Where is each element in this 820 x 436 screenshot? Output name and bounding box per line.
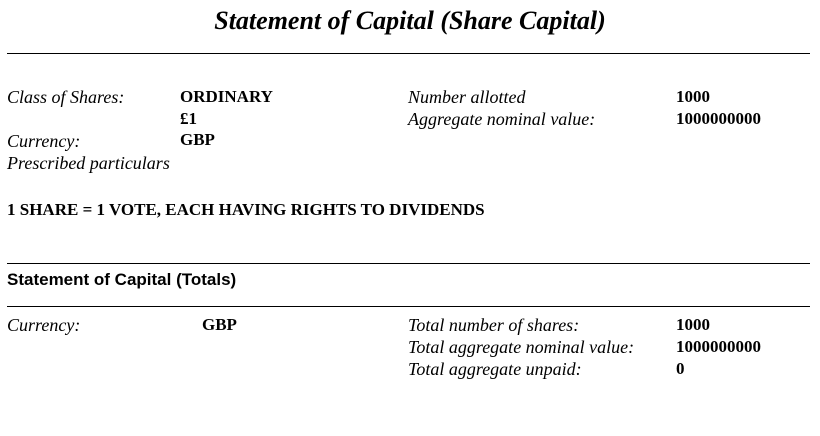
prescribed-particulars-label: Prescribed particulars [7, 153, 170, 173]
aggregate-nominal-value: 1000000000 [676, 109, 761, 128]
totals-currency-value: GBP [202, 315, 237, 334]
divider [7, 306, 810, 307]
number-allotted-value: 1000 [676, 87, 710, 106]
total-shares-label: Total number of shares: [408, 315, 580, 335]
number-allotted-label: Number allotted [408, 87, 526, 107]
divider [7, 263, 810, 264]
total-shares-value: 1000 [676, 315, 710, 334]
total-nominal-value: 1000000000 [676, 337, 761, 356]
currency-value: GBP [180, 130, 215, 149]
currency-label: Currency: [7, 131, 81, 151]
totals-heading: Statement of Capital (Totals) [7, 270, 237, 289]
nominal-value: £1 [180, 109, 197, 128]
class-of-shares-label: Class of Shares: [7, 87, 125, 107]
divider [7, 53, 810, 54]
total-nominal-label: Total aggregate nominal value: [408, 337, 635, 357]
totals-currency-label: Currency: [7, 315, 81, 335]
rights-text: 1 SHARE = 1 VOTE, EACH HAVING RIGHTS TO DIVIDENDS [7, 200, 485, 219]
aggregate-nominal-label: Aggregate nominal value: [408, 109, 596, 129]
total-unpaid-label: Total aggregate unpaid: [408, 359, 582, 379]
total-unpaid-value: 0 [676, 359, 685, 378]
page-title: Statement of Capital (Share Capital) [214, 6, 606, 35]
class-of-shares-value: ORDINARY [180, 87, 273, 106]
